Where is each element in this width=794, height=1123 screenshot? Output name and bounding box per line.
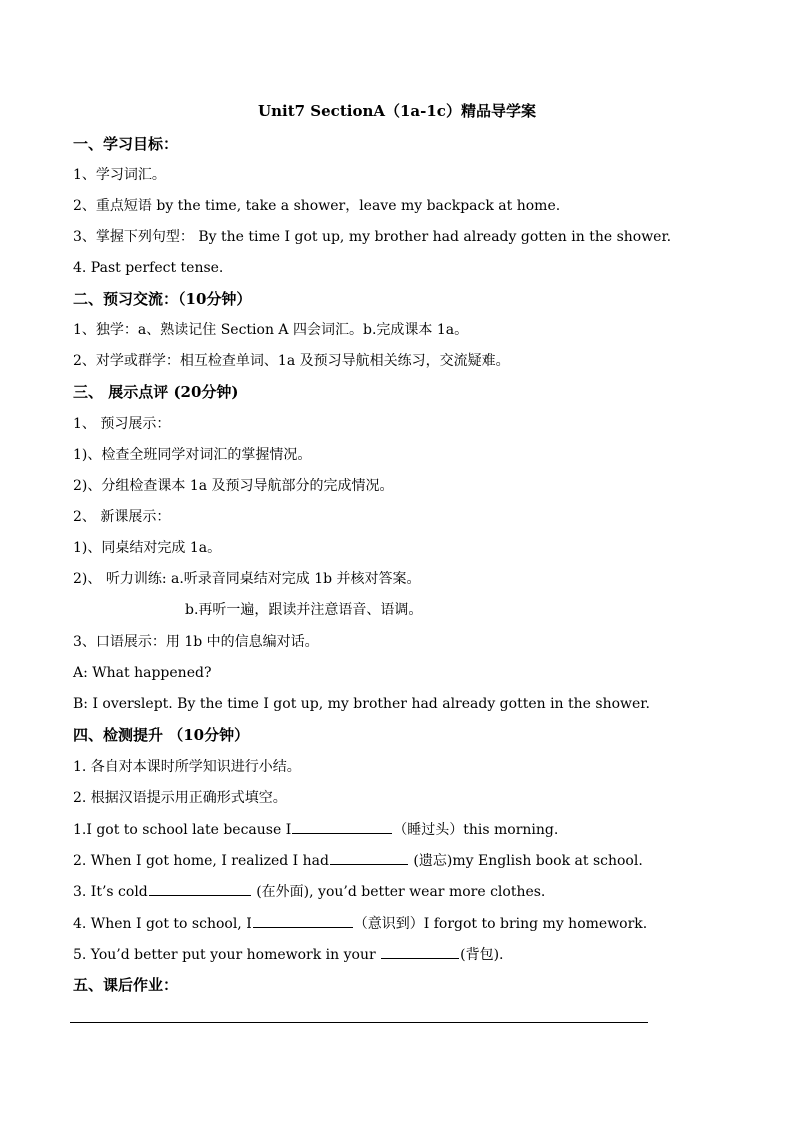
question-4-text-b: （意识到）I forgot to bring my homework. [353,916,648,932]
section-4-line-1: 1. 各自对本课时所学知识进行小结。 [73,759,301,775]
question-5 [73,944,503,965]
question-1 [73,819,558,840]
section-3-line-6: 2)、 听力训练: a.听录音同桌结对完成 1b 并核对答案。 [73,571,421,587]
question-1-blank[interactable] [292,819,392,834]
section-3-line-4: 2、 新课展示： [73,509,171,525]
section-3-line-5: 1)、同桌结对完成 1a。 [73,540,222,556]
question-5-text-b: (背包). [460,947,504,963]
question-3 [73,881,545,902]
question-4-blank[interactable] [253,913,353,928]
question-2 [73,850,643,871]
question-1-text-b: （睡过头）this morning. [393,822,559,838]
question-1-text-a: 1.I got to school late because I [73,822,292,838]
section-2-heading: 二、预习交流：（10分钟） [73,290,252,308]
document-title: Unit7 SectionA（1a-1c）精品导学案 [258,102,536,120]
section-2-line-1: 1、独学：a、熟读记住 Section A 四会词汇。b.完成课本 1a。 [73,322,469,338]
question-2-blank[interactable] [330,850,408,865]
question-4-text-a: 4. When I got to school, I [73,916,252,932]
section-5-heading: 五、课后作业： [73,976,179,994]
section-3-line-10: B: I overslept. By the time I got up, my brother had already gotten in the shower. [73,696,650,712]
question-3-text-b: (在外面), you’d better wear more clothes. [251,884,546,900]
section-1-line-1: 1、学习词汇。 [73,167,166,183]
section-3-line-2: 1)、检查全班同学对词汇的掌握情况。 [73,447,312,463]
question-5-text-a: 5. You’d better put your homework in your [73,947,381,963]
question-3-text-a: 3. It’s cold [73,884,148,900]
question-2-text-a: 2. When I got home, I realized I had [73,853,329,869]
section-3-line-7: b.再听一遍，跟读并注意语音、语调。 [185,602,423,618]
section-1-line-3: 3、掌握下列句型： By the time I got up, my brother had already gotten in the shower. [73,229,672,245]
section-4-line-2: 2. 根据汉语提示用正确形式填空。 [73,790,287,806]
question-2-text-b: (遗忘)my English book at school. [408,853,643,869]
section-1-line-4: 4. Past perfect tense. [73,260,224,276]
question-3-blank[interactable] [149,881,251,896]
section-3-line-1: 1、 预习展示： [73,416,171,432]
section-3-line-3: 2)、分组检查课本 1a 及预习导航部分的完成情况。 [73,478,394,494]
section-3-line-8: 3、口语展示：用 1b 中的信息编对话。 [73,634,319,650]
section-2-line-2: 2、对学或群学：相互检查单词、1a 及预习导航相关练习，交流疑难。 [73,353,510,369]
homework-answer-line[interactable] [70,1022,648,1023]
section-3-heading: 三、 展示点评 (20分钟) [73,383,239,401]
question-5-blank[interactable] [381,944,459,959]
section-4-heading: 四、检测提升 （10分钟） [73,726,250,744]
question-4 [73,913,647,934]
section-1-heading: 一、学习目标： [73,135,179,153]
section-1-line-2: 2、重点短语 by the time, take a shower，leave my backpack at home. [73,198,561,214]
section-3-line-9: A: What happened? [73,665,212,681]
